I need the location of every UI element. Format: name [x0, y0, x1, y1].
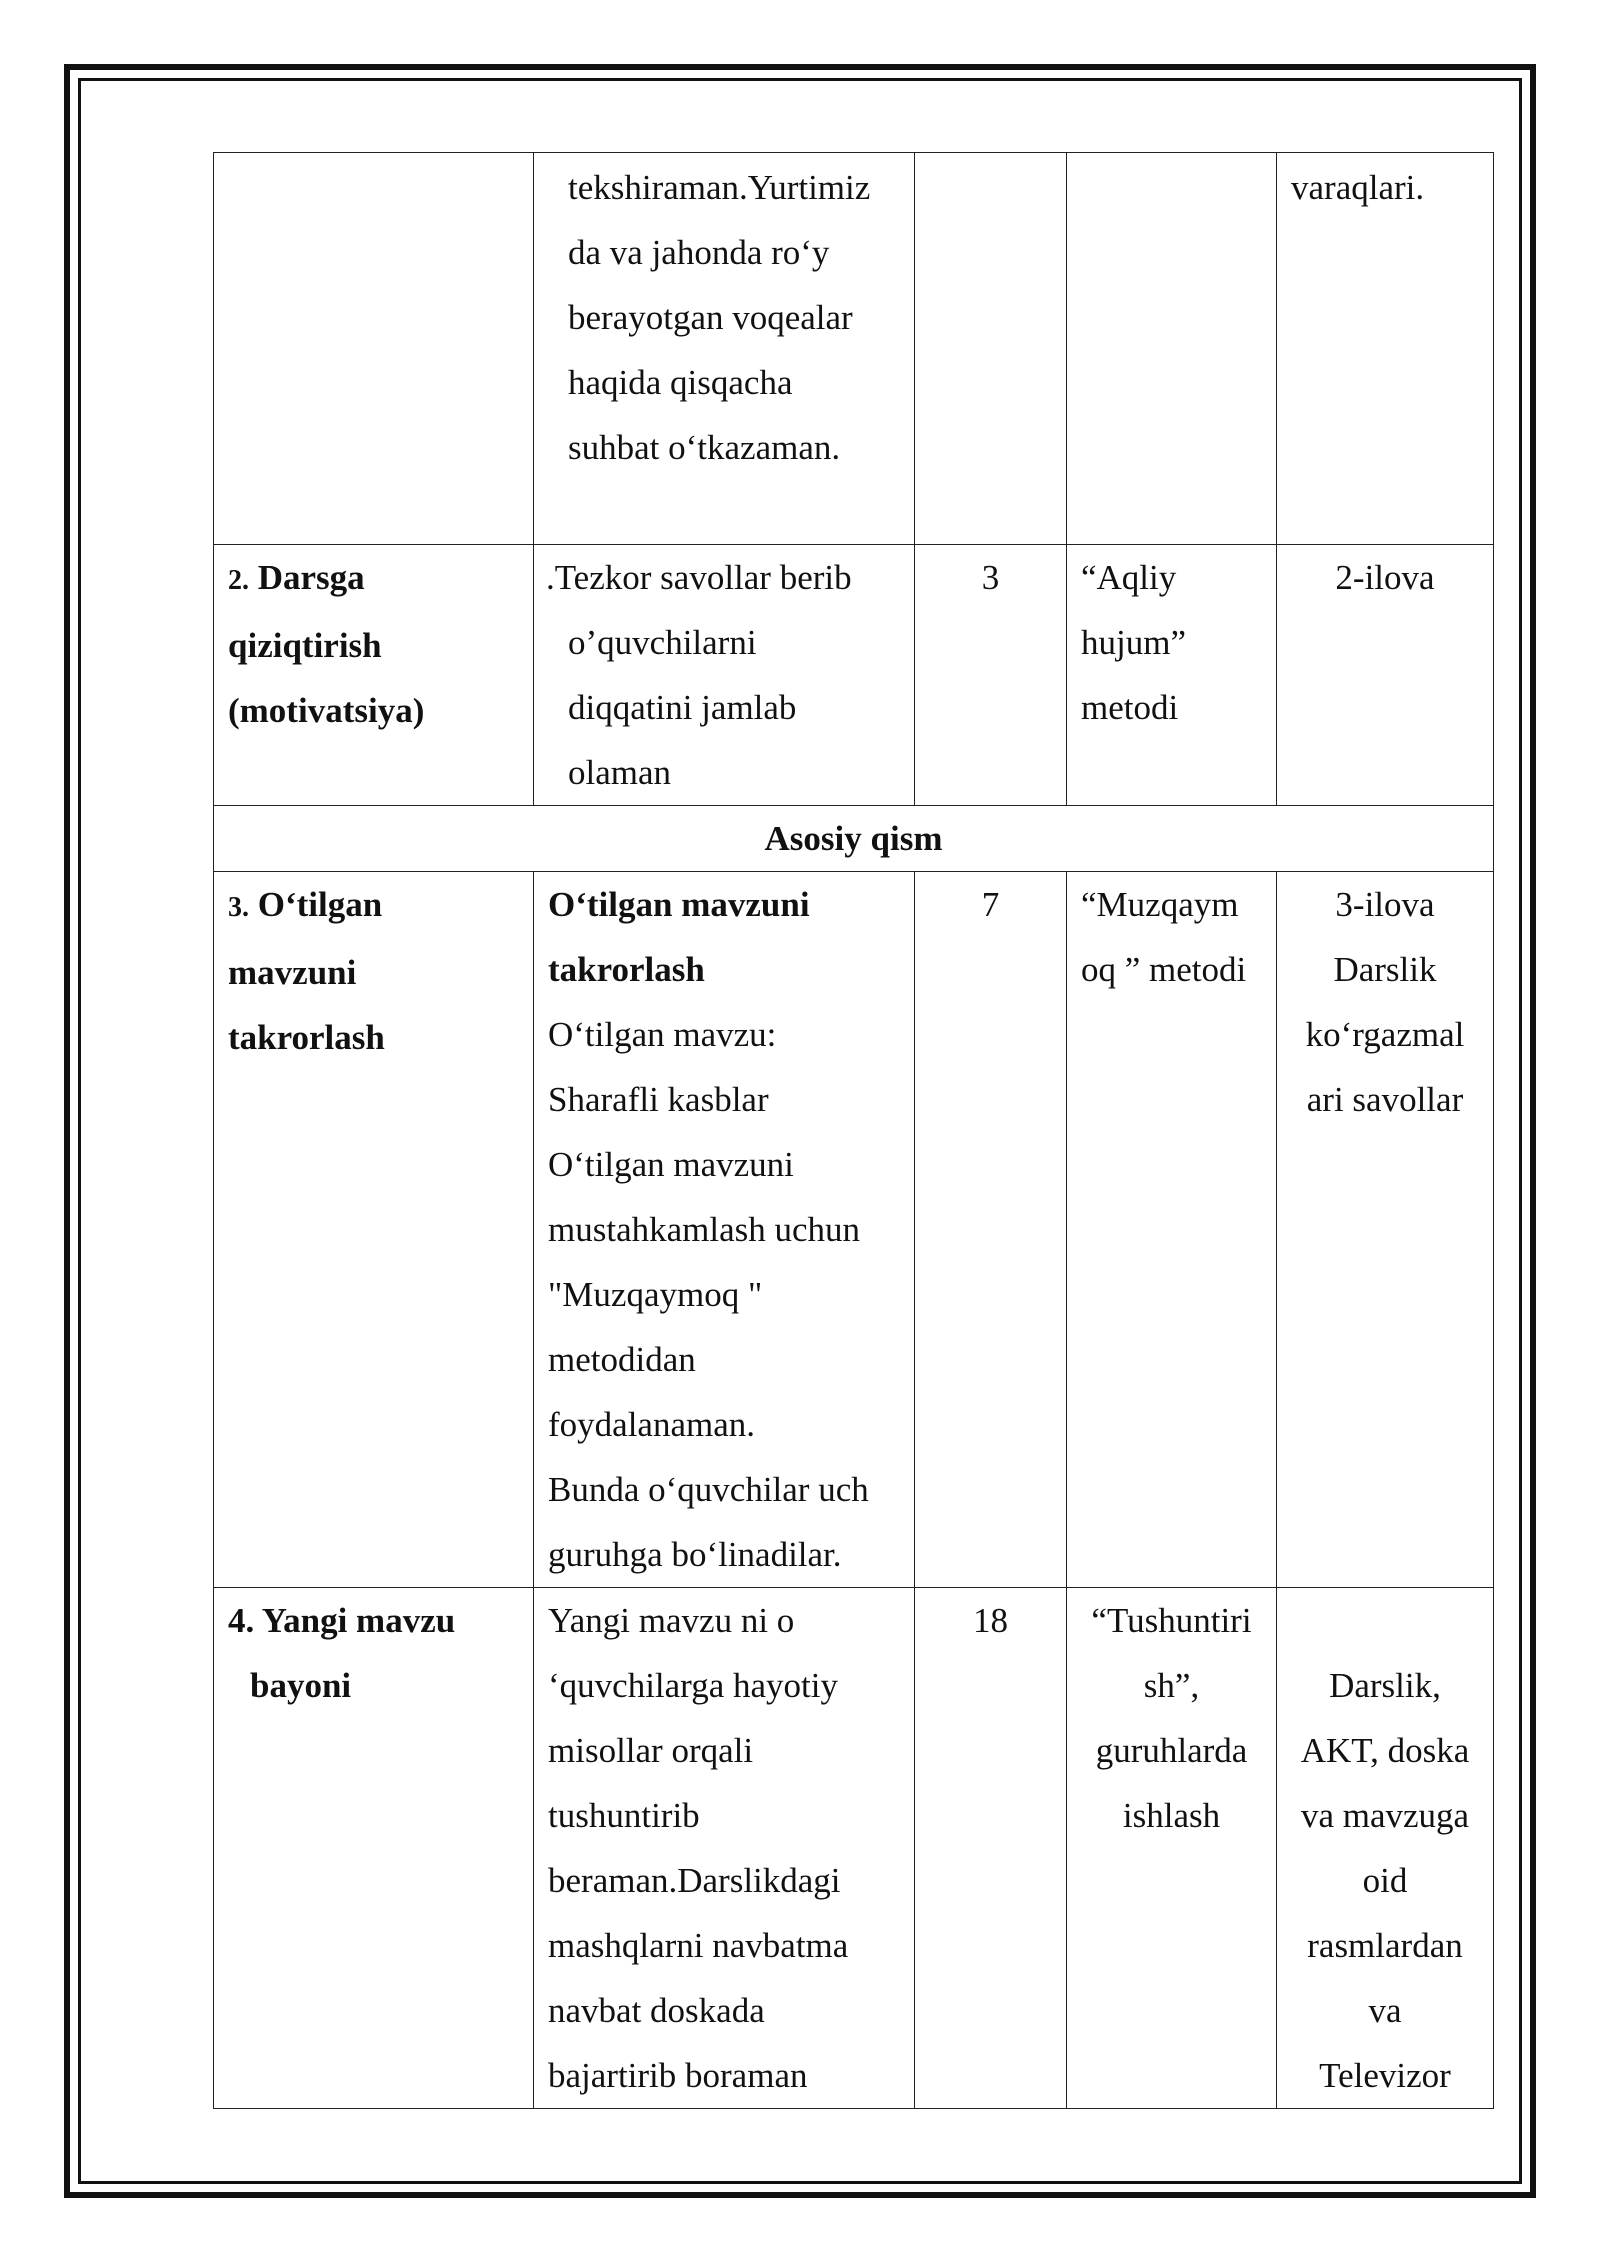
method-cell — [1067, 545, 1277, 806]
time-value: 18 — [973, 1601, 1008, 1640]
content-line: foydalanaman. — [548, 1405, 755, 1444]
resources-line: ari savollar — [1306, 1080, 1464, 1119]
content-cell — [534, 1588, 915, 2109]
content-line: misollar orqali — [548, 1731, 754, 1770]
resources-line: ko‘rgazmal — [1305, 1015, 1465, 1054]
content-line: da va jahonda ro‘y — [568, 233, 830, 272]
method-line: metodi — [1081, 688, 1179, 727]
method-cell — [1067, 872, 1277, 1588]
time-cell — [915, 872, 1067, 1588]
time-cell — [915, 153, 1067, 545]
stage-title: bayoni — [250, 1666, 352, 1705]
stage-title: takrorlash — [228, 1018, 385, 1057]
section-title: Asosiy qism — [764, 819, 943, 858]
content-line: "Muzqaymoq " — [548, 1275, 763, 1314]
section-heading — [214, 806, 1494, 872]
content-line: metodidan — [548, 1340, 696, 1379]
content-line: guruhga bo‘linadilar. — [548, 1535, 842, 1574]
stage-cell — [214, 153, 534, 545]
stage-title: O‘tilgan — [257, 885, 383, 924]
content-line: tushuntirib — [548, 1796, 700, 1835]
content-line: mustahkamlash uchun — [548, 1210, 861, 1249]
content-line: suhbat o‘tkazaman. — [568, 428, 841, 467]
method-line: “Tushuntiri — [1091, 1601, 1252, 1640]
content-line: O‘tilgan mavzuni — [548, 1145, 794, 1184]
content-line: Bunda o‘quvchilar uch — [548, 1470, 869, 1509]
content-line: O‘tilgan mavzu: — [548, 1015, 777, 1054]
method-line: guruhlarda — [1095, 1731, 1248, 1770]
resources-line: va — [1368, 1991, 1402, 2030]
method-line: sh”, — [1143, 1666, 1200, 1705]
content-line: Sharafli kasblar — [548, 1080, 769, 1119]
resources-cell — [1277, 872, 1494, 1588]
content-line: ‘quvchilarga hayotiy — [548, 1666, 838, 1705]
resources-line: Televizor — [1319, 2056, 1451, 2095]
resources-cell — [1277, 153, 1494, 545]
content-line: o’quvchilarni — [568, 623, 757, 662]
resources-text: 2-ilova — [1335, 558, 1435, 597]
content-line: olaman — [568, 753, 672, 792]
resources-text: varaqlari. — [1291, 168, 1425, 207]
content-heading: takrorlash — [548, 950, 705, 989]
time-cell — [915, 545, 1067, 806]
method-cell — [1067, 1588, 1277, 2109]
content-line: mashqlarni navbatma — [548, 1926, 849, 1965]
stage-title: mavzuni — [228, 953, 357, 992]
method-line: “Muzqaym — [1081, 885, 1239, 924]
time-cell — [915, 1588, 1067, 2109]
time-value: 7 — [981, 885, 1000, 924]
resources-cell — [1277, 1588, 1494, 2109]
content-cell — [534, 872, 915, 1588]
stage-title: (motivatsiya) — [228, 691, 425, 730]
time-value: 3 — [981, 558, 1000, 597]
method-line: hujum” — [1081, 623, 1186, 662]
resources-line: AKT, doska — [1300, 1731, 1470, 1770]
content-line: diqqatini jamlab — [568, 688, 797, 727]
content-heading: O‘tilgan mavzuni — [548, 885, 810, 924]
stage-title: qiziqtirish — [228, 626, 382, 665]
stage-title: 4. Yangi mavzu — [228, 1601, 456, 1640]
method-cell — [1067, 153, 1277, 545]
content-cell — [534, 153, 915, 545]
stage-cell — [214, 1588, 534, 2109]
table-row — [214, 1588, 1494, 2109]
stage-title: Darsga — [257, 558, 365, 597]
method-line: oq ” metodi — [1081, 950, 1247, 989]
resources-line: oid — [1362, 1861, 1408, 1900]
method-line: “Aqliy — [1081, 558, 1177, 597]
content-line: berayotgan voqealar — [568, 298, 853, 337]
resources-line: Darslik — [1333, 950, 1437, 989]
method-line: ishlash — [1122, 1796, 1221, 1835]
resources-cell — [1277, 545, 1494, 806]
content-line: tekshiraman.Yurtimiz — [568, 168, 871, 207]
content-line: Yangi mavzu ni o — [548, 1601, 795, 1640]
content-line: haqida qisqacha — [568, 363, 793, 402]
content-line: navbat doskada — [548, 1991, 765, 2030]
content-cell — [534, 545, 915, 806]
table-row — [214, 153, 1494, 545]
resources-line: Darslik, — [1329, 1666, 1441, 1705]
content-line: bajartirib boraman — [548, 2056, 808, 2095]
content-line: beraman.Darslikdagi — [548, 1861, 841, 1900]
stage-cell — [214, 545, 534, 806]
resources-line: 3-ilova — [1335, 885, 1435, 924]
stage-cell — [214, 872, 534, 1588]
content-line: .Tezkor savollar berib — [546, 558, 852, 597]
table-row — [214, 806, 1494, 872]
table-row — [214, 545, 1494, 806]
table-row — [214, 872, 1494, 1588]
resources-line: va mavzuga — [1300, 1796, 1470, 1835]
lesson-plan-table — [213, 152, 1494, 2109]
step-number: 3. — [228, 892, 249, 923]
step-number: 2. — [228, 565, 249, 596]
resources-line: rasmlardan — [1307, 1926, 1463, 1965]
